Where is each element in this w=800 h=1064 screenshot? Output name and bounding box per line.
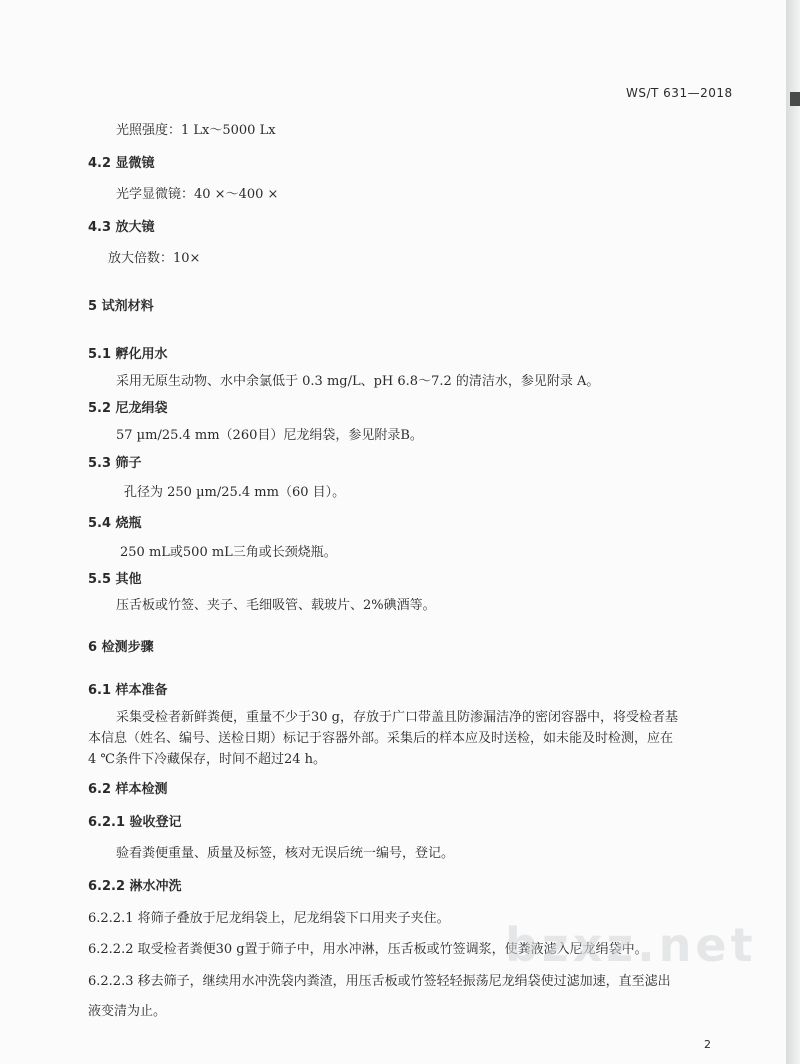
sample-prep-line-2: 本信息（姓名、编号、送检日期）标记于容器外部。采集后的样本应及时送检，如未能及时检测，应在 bbox=[88, 731, 674, 746]
other-text: 压舌板或竹签、夹子、毛细吸管、载玻片、2%碘酒等。 bbox=[116, 598, 436, 613]
heading-6-2-2: 6.2.2 淋水冲洗 bbox=[88, 879, 182, 894]
magnifier-text: 放大倍数：10× bbox=[108, 251, 201, 266]
heading-5: 5 试剂材料 bbox=[88, 299, 154, 314]
flask-text: 250 mL或500 mL三角或长颈烧瓶。 bbox=[120, 545, 337, 560]
heading-5-4: 5.4 烧瓶 bbox=[88, 516, 142, 531]
heading-4-2: 4.2 显微镜 bbox=[88, 156, 155, 171]
light-intensity-text: 光照强度：1 Lx～5000 Lx bbox=[116, 123, 276, 138]
sieve-text: 孔径为 250 µm/25.4 mm（60 目）。 bbox=[124, 485, 346, 500]
microscope-text: 光学显微镜：40 ×～400 × bbox=[116, 187, 279, 202]
heading-6: 6 检测步骤 bbox=[88, 640, 154, 655]
watermark: bzxz.net bbox=[505, 918, 757, 972]
sample-prep-line-3: 4 ℃条件下冷藏保存，时间不超过24 h。 bbox=[88, 752, 326, 767]
heading-5-3: 5.3 筛子 bbox=[88, 456, 142, 471]
heading-5-1: 5.1 孵化用水 bbox=[88, 347, 168, 362]
heading-4-3: 4.3 放大镜 bbox=[88, 220, 155, 235]
step-6-2-2-3-line-1: 6.2.2.3 移去筛子，继续用水冲洗袋内粪渣，用压舌板或竹签轻轻振荡尼龙绢袋使过滤加速，直至滤出 bbox=[88, 974, 671, 989]
standard-number: WS/T 631—2018 bbox=[626, 86, 733, 100]
heading-5-2: 5.2 尼龙绢袋 bbox=[88, 401, 168, 416]
step-6-2-2-2: 6.2.2.2 取受检者粪便30 g置于筛子中，用水冲淋，压舌板或竹签调浆，使粪液滤入尼龙绢袋中。 bbox=[88, 942, 648, 957]
water-text: 采用无原生动物、水中余氯低于 0.3 mg/L、pH 6.8～7.2 的清洁水，参见附录 A。 bbox=[116, 374, 600, 389]
page-edge bbox=[786, 0, 800, 1064]
page-number: 2 bbox=[704, 1038, 711, 1051]
heading-6-2-1: 6.2.1 验收登记 bbox=[88, 815, 182, 830]
heading-6-1: 6.1 样本准备 bbox=[88, 683, 168, 698]
nylon-bag-text: 57 µm/25.4 mm（260目）尼龙绢袋，参见附录B。 bbox=[116, 428, 423, 443]
step-6-2-2-3-line-2: 液变清为止。 bbox=[88, 1004, 167, 1019]
registration-text: 验看粪便重量、质量及标签，核对无误后统一编号，登记。 bbox=[116, 846, 455, 861]
sample-prep-line-1: 采集受检者新鲜粪便，重量不少于30 g，存放于广口带盖且防渗漏洁净的密闭容器中，将受检者基 bbox=[116, 710, 678, 725]
heading-5-5: 5.5 其他 bbox=[88, 572, 142, 587]
heading-6-2: 6.2 样本检测 bbox=[88, 782, 168, 797]
step-6-2-2-1: 6.2.2.1 将筛子叠放于尼龙绢袋上，尼龙绢袋下口用夹子夹住。 bbox=[88, 911, 450, 926]
edge-marker bbox=[790, 92, 800, 106]
